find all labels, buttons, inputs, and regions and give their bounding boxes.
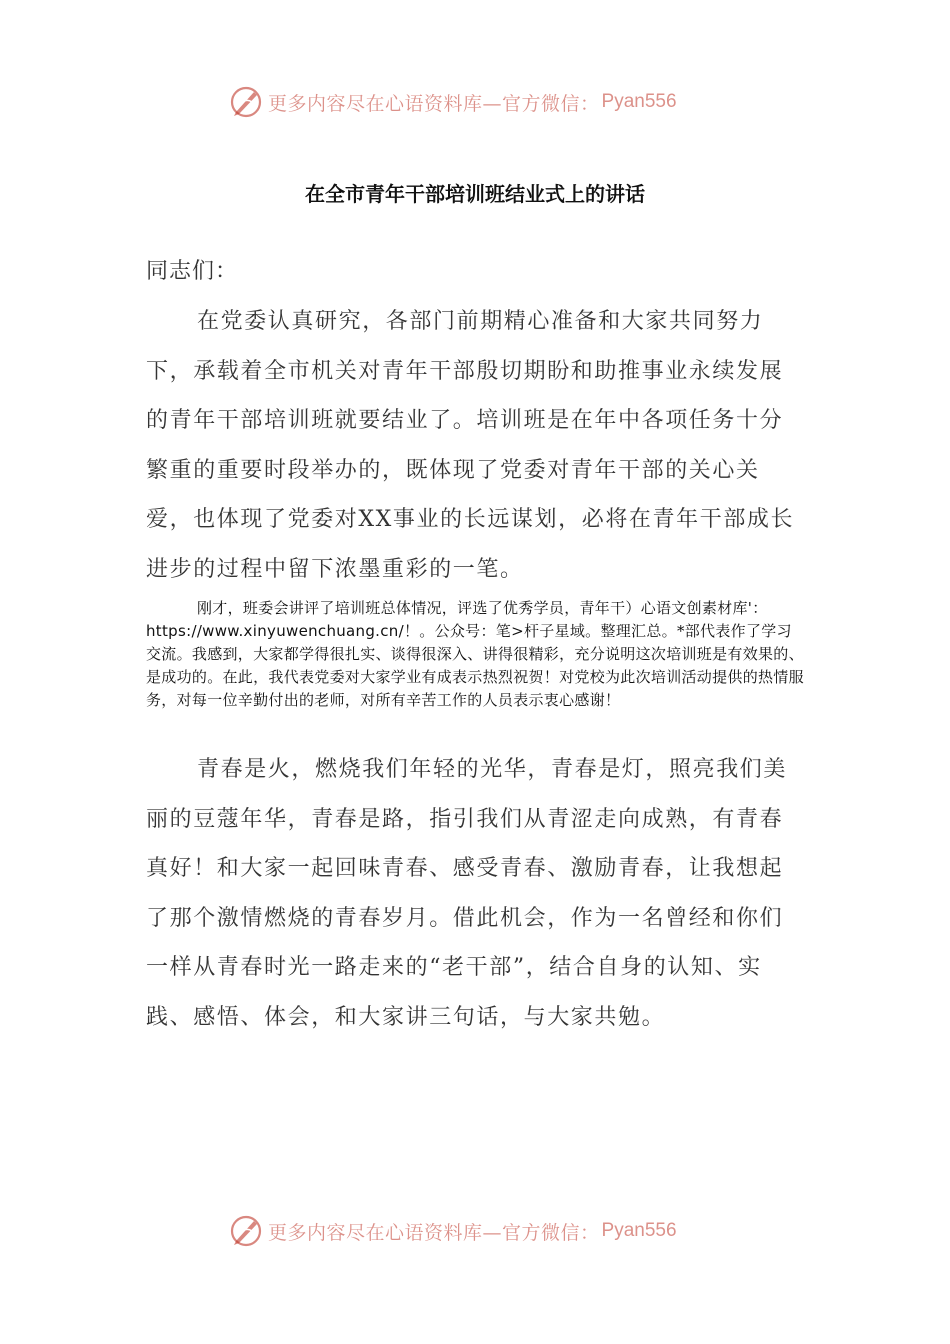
paragraph-2	[146, 597, 806, 712]
pen-logo-icon	[228, 1213, 264, 1249]
paragraph-3: 青春是火，燃烧我们年轻的光华，青春是灯，照亮我们美丽的豆蔻年华，青春是路，指引我们从青涩走向成熟，有青春真好！和大家一起回味青春、感受青春、激励青春，让我想起了那个激情燃烧的青春岁月。借此机会，作为一名曾经和你们一样从青春时光一路走来的“老干部”，结合自身的认知、实践、感悟、体会，和大家讲三句话，与大家共勉。	[146, 757, 788, 1030]
banner-text: 更多内容尽在心语资料库—官方微信：	[268, 1221, 600, 1244]
header-watermark-banner	[228, 82, 748, 122]
greeting: 同志们：	[146, 259, 239, 284]
paragraph-1: 在党委认真研究，各部门前期精心准备和大家共同努力下，承载着全市机关对青年干部殷切期盼和助推事业永续发展的青年干部培训班就要结业了。培训班是在年中各项任务十分繁重的重要时段举办的，既体现了党委对青年干部的关心关爱，也体现了党委对XX事业的长远谋划，必将在青年干部成长进步的过程中留下浓墨重彩的一笔。	[146, 309, 795, 582]
paragraph-2-text-a: 刚才，班委会讲评了培训班总体情况，评选了优秀学员，青年干）心语文创素材库'：	[197, 599, 768, 617]
paragraph-2-text-b: ！。公众号：笔>杆子星域。整理汇总。*部代表作了学习交流。我感到，大家都学得很扎实、谈得很深入、讲得很精彩，充分说明这次培训班是有效果的、是成功的。在此，我代表党委对大家学业有成表示热烈祝贺！对党校为此次培训活动提供的热情服务，对每一位辛勤付出的老师，对所有辛苦工作的人员表示衷心感谢！	[146, 622, 804, 709]
source-url-link[interactable]: https://www.xinyuwenchuang.cn/	[146, 622, 404, 640]
pen-logo-icon	[228, 84, 264, 120]
document-title: 在全市青年干部培训班结业式上的讲话	[305, 182, 645, 206]
banner-wechat-id: Pyan556	[601, 1220, 677, 1241]
banner-wechat-id: Pyan556	[601, 91, 677, 112]
banner-text: 更多内容尽在心语资料库—官方微信：	[268, 92, 600, 115]
footer-watermark-banner	[228, 1211, 748, 1251]
